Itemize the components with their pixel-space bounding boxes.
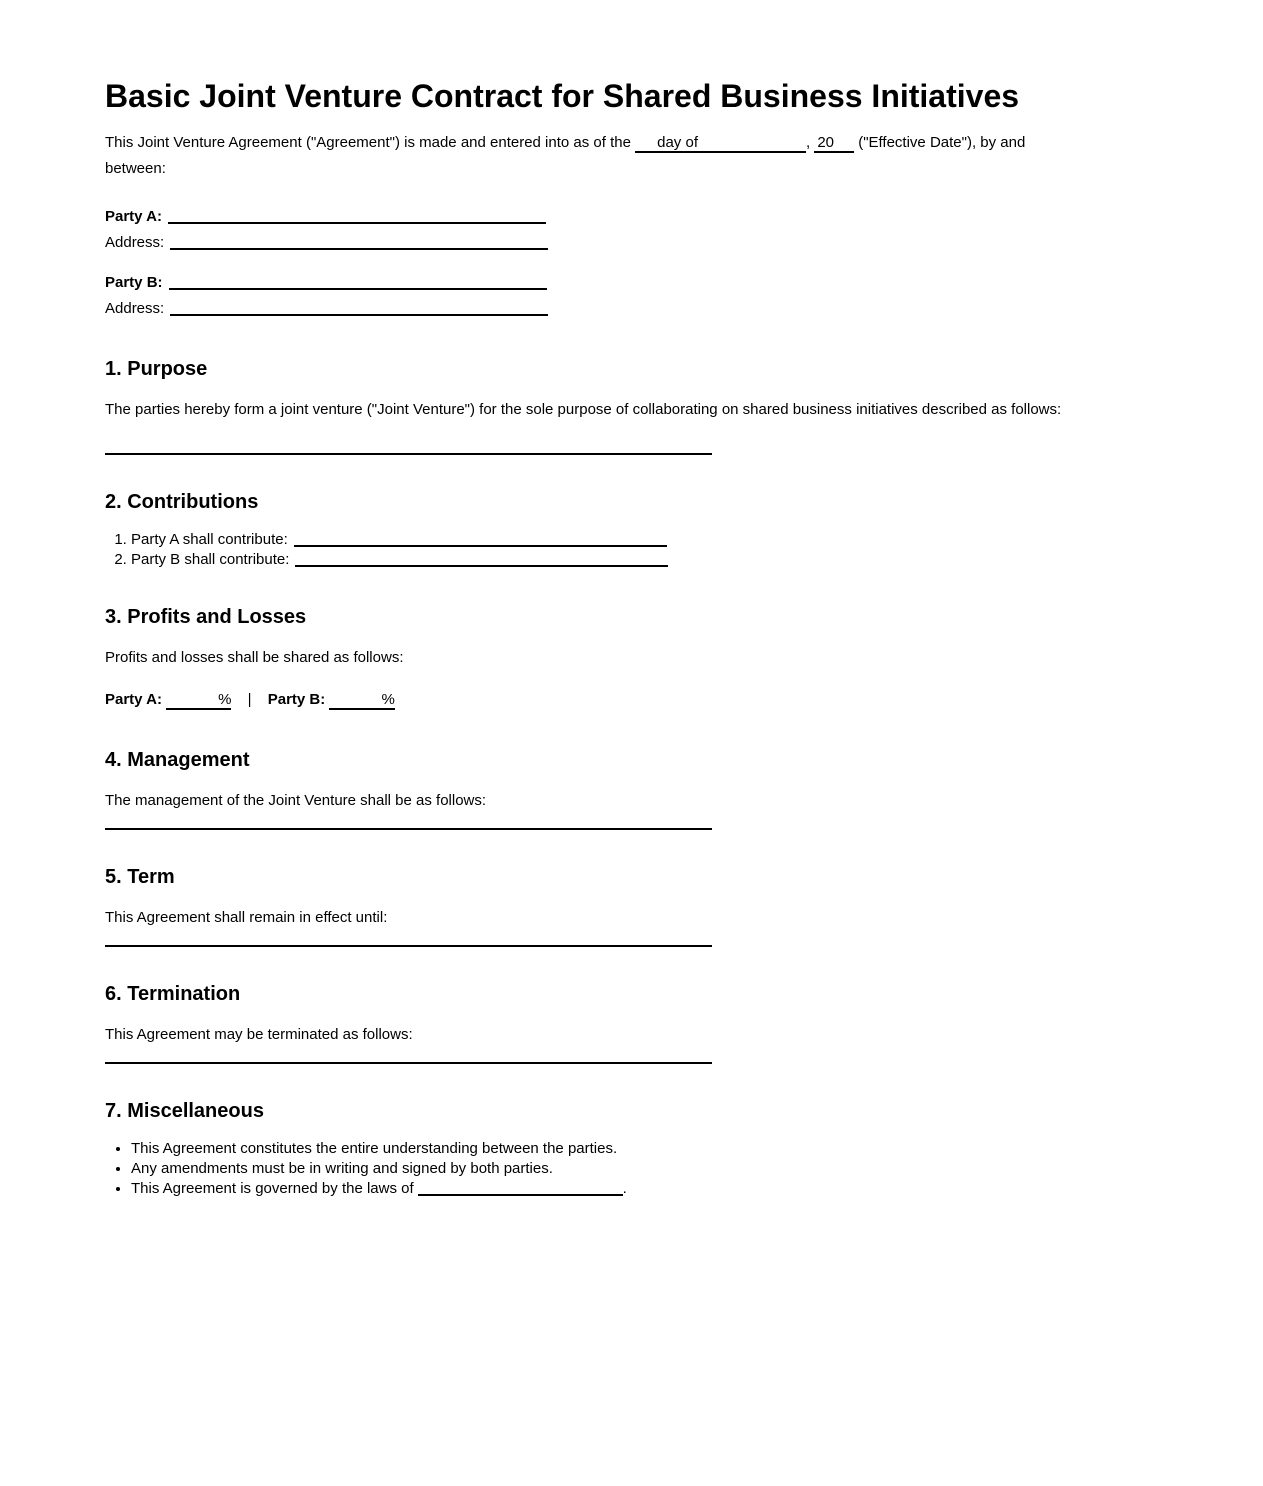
term-body: This Agreement shall remain in effect until: bbox=[105, 909, 388, 926]
governed-by-period: . bbox=[622, 1180, 627, 1197]
party-a-share-line bbox=[166, 691, 231, 710]
governing-law-blank bbox=[418, 1181, 623, 1196]
party-b-label: Party B: bbox=[105, 274, 163, 291]
party-b-address-row bbox=[105, 296, 1158, 322]
party-b-address-blank bbox=[170, 301, 548, 316]
purpose-body: The parties hereby form a joint venture ("Joint Venture") for the sole purpose of collaborating on shared business initiatives described as follows: bbox=[105, 401, 1062, 418]
intro-text-end: ("Effective Date"), by and bbox=[858, 134, 1026, 151]
party-b-block bbox=[105, 270, 1158, 322]
party-a-address-row bbox=[105, 230, 1158, 256]
section-heading-profits: 3. Profits and Losses bbox=[105, 606, 307, 628]
party-a-address-label: Address: bbox=[105, 234, 165, 251]
party-b-percent-sign: % bbox=[381, 691, 395, 708]
contribution-item-a bbox=[131, 530, 1158, 550]
party-b-row bbox=[105, 270, 1158, 296]
miscellaneous-list bbox=[105, 1139, 1158, 1199]
party-a-row bbox=[105, 204, 1158, 230]
management-fill-line bbox=[105, 828, 712, 830]
contribution-item-b bbox=[131, 550, 1158, 570]
purpose-fill-line bbox=[105, 453, 712, 455]
section-heading-miscellaneous: 7. Miscellaneous bbox=[105, 1100, 264, 1122]
date-day-month-line bbox=[635, 134, 806, 153]
intro-text-start: This Joint Venture Agreement ("Agreement") is made and entered into as of the bbox=[105, 134, 631, 151]
misc-item-2: • Any amendments must be in writing and signed by both parties. bbox=[131, 1159, 1158, 1179]
term-fill-line bbox=[105, 945, 712, 947]
intro-text-wrap: between: bbox=[105, 160, 166, 177]
share-party-b-label: Party B: bbox=[267, 691, 326, 708]
day-of-label: day of bbox=[657, 134, 698, 151]
contributions-list bbox=[105, 530, 1158, 570]
termination-body: This Agreement may be terminated as follows: bbox=[105, 1026, 413, 1043]
month-blank bbox=[698, 146, 806, 147]
page-title: Basic Joint Venture Contract for Shared Business Initiatives bbox=[105, 78, 1020, 114]
share-separator: | bbox=[247, 691, 252, 708]
year-line bbox=[814, 134, 854, 153]
party-b-name-blank bbox=[169, 275, 547, 290]
day-blank bbox=[635, 146, 657, 147]
party-a-percent-sign: % bbox=[218, 691, 232, 708]
party-a-address-blank bbox=[170, 235, 548, 250]
year-blank bbox=[834, 146, 854, 147]
party-a-share-blank bbox=[166, 703, 218, 704]
party-a-label: Party A: bbox=[105, 208, 162, 225]
party-b-address-label: Address: bbox=[105, 300, 165, 317]
contribution-b-blank bbox=[295, 552, 668, 567]
party-b-share-blank bbox=[329, 703, 381, 704]
misc-item-1: • This Agreement constitutes the entire understanding between the parties. bbox=[131, 1139, 1158, 1159]
section-heading-management: 4. Management bbox=[105, 749, 250, 771]
profit-share-row bbox=[105, 687, 1158, 713]
contribution-b-text: Party B shall contribute: bbox=[131, 551, 290, 568]
section-heading-termination: 6. Termination bbox=[105, 983, 241, 1005]
party-a-name-blank bbox=[168, 209, 546, 224]
section-heading-term: 5. Term bbox=[105, 866, 175, 888]
termination-fill-line bbox=[105, 1062, 712, 1064]
contribution-a-text: Party A shall contribute: bbox=[131, 531, 288, 548]
governed-by-text: This Agreement is governed by the laws of bbox=[131, 1180, 414, 1197]
party-b-share-line bbox=[329, 691, 394, 710]
profits-body: Profits and losses shall be shared as follows: bbox=[105, 649, 404, 666]
party-a-block bbox=[105, 204, 1158, 256]
intro-paragraph bbox=[105, 130, 1158, 182]
share-party-a-label: Party A: bbox=[105, 691, 162, 708]
management-body: The management of the Joint Venture shall be as follows: bbox=[105, 792, 487, 809]
section-heading-purpose: 1. Purpose bbox=[105, 358, 208, 380]
contribution-a-blank bbox=[294, 532, 667, 547]
year-prefix: 20 bbox=[817, 134, 835, 151]
intro-comma: , bbox=[806, 134, 815, 151]
section-heading-contributions: 2. Contributions bbox=[105, 491, 259, 513]
misc-item-3 bbox=[131, 1179, 1158, 1199]
